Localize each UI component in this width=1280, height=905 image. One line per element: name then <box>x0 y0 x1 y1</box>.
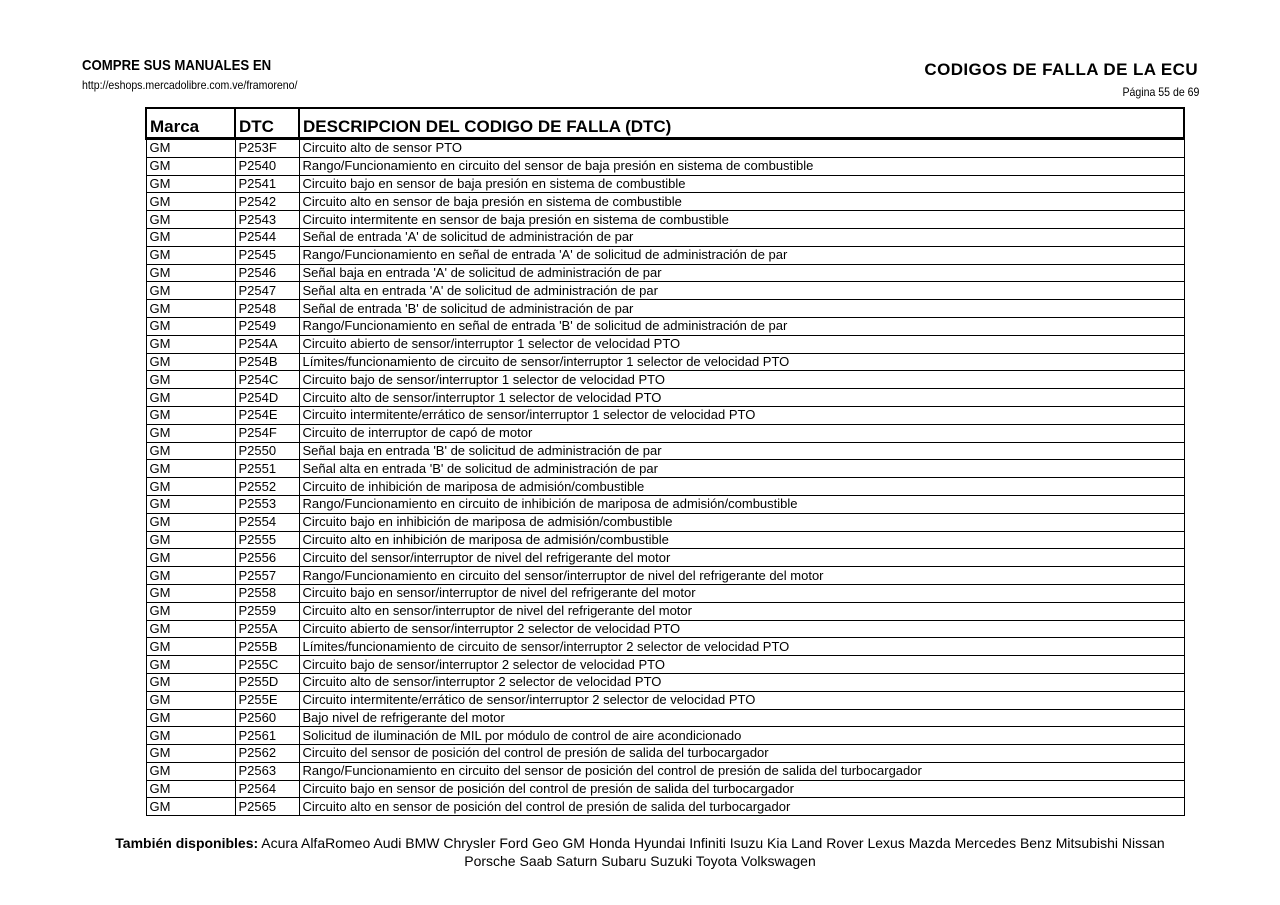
cell-dtc: P2564 <box>235 780 299 798</box>
cell-descripcion: Circuito intermitente en sensor de baja presión en sistema de combustible <box>299 211 1184 229</box>
cell-descripcion: Circuito intermitente/errático de sensor/interruptor 1 selector de velocidad PTO <box>299 406 1184 424</box>
cell-descripcion: Circuito del sensor de posición del control de presión de salida del turbocargador <box>299 745 1184 763</box>
cell-marca: GM <box>146 211 235 229</box>
header-left-title: COMPRE SUS MANUALES EN <box>82 57 272 74</box>
table-body <box>146 139 1184 816</box>
table-row <box>146 371 1184 389</box>
cell-descripcion: Circuito bajo en sensor/interruptor de nivel del refrigerante del motor <box>299 584 1184 602</box>
cell-dtc: P255D <box>235 673 299 691</box>
cell-descripcion: Circuito bajo de sensor/interruptor 1 selector de velocidad PTO <box>299 371 1184 389</box>
cell-descripcion: Circuito de inhibición de mariposa de admisión/combustible <box>299 478 1184 496</box>
cell-marca: GM <box>146 228 235 246</box>
cell-marca: GM <box>146 478 235 496</box>
cell-dtc: P253F <box>235 139 299 158</box>
cell-marca: GM <box>146 406 235 424</box>
cell-descripcion: Circuito de interruptor de capó de motor <box>299 424 1184 442</box>
cell-marca: GM <box>146 727 235 745</box>
cell-marca: GM <box>146 389 235 407</box>
cell-descripcion: Circuito bajo en inhibición de mariposa de admisión/combustible <box>299 513 1184 531</box>
cell-descripcion: Circuito del sensor/interruptor de nivel del refrigerante del motor <box>299 549 1184 567</box>
cell-dtc: P2545 <box>235 246 299 264</box>
cell-descripcion: Circuito alto en sensor de posición del control de presión de salida del turbocargador <box>299 798 1184 816</box>
table-row <box>146 246 1184 264</box>
table-row <box>146 353 1184 371</box>
cell-marca: GM <box>146 246 235 264</box>
cell-marca: GM <box>146 139 235 158</box>
table-row <box>146 139 1184 158</box>
cell-dtc: P2549 <box>235 317 299 335</box>
table-row <box>146 211 1184 229</box>
cell-descripcion: Circuito abierto de sensor/interruptor 2 selector de velocidad PTO <box>299 620 1184 638</box>
cell-descripcion: Señal de entrada 'B' de solicitud de administración de par <box>299 300 1184 318</box>
cell-marca: GM <box>146 798 235 816</box>
cell-descripcion: Circuito alto de sensor/interruptor 2 selector de velocidad PTO <box>299 673 1184 691</box>
cell-dtc: P2559 <box>235 602 299 620</box>
table-row <box>146 780 1184 798</box>
cell-marca: GM <box>146 371 235 389</box>
cell-descripcion: Circuito alto en inhibición de mariposa de admisión/combustible <box>299 531 1184 549</box>
cell-marca: GM <box>146 638 235 656</box>
cell-descripcion: Rango/Funcionamiento en señal de entrada 'A' de solicitud de administración de par <box>299 246 1184 264</box>
footer-brands-2: Porsche Saab Saturn Subaru Suzuki Toyota Volkswagen <box>464 853 816 869</box>
cell-descripcion: Rango/Funcionamiento en señal de entrada 'B' de solicitud de administración de par <box>299 317 1184 335</box>
cell-descripcion: Rango/Funcionamiento en circuito de inhibición de mariposa de admisión/combustible <box>299 495 1184 513</box>
table-row <box>146 638 1184 656</box>
cell-marca: GM <box>146 282 235 300</box>
table-row <box>146 798 1184 816</box>
column-header-marca: Marca <box>146 108 235 139</box>
cell-dtc: P255A <box>235 620 299 638</box>
table-row <box>146 584 1184 602</box>
cell-descripcion: Bajo nivel de refrigerante del motor <box>299 709 1184 727</box>
table-row <box>146 335 1184 353</box>
cell-dtc: P2542 <box>235 193 299 211</box>
table-row <box>146 531 1184 549</box>
cell-dtc: P2562 <box>235 745 299 763</box>
cell-dtc: P2551 <box>235 460 299 478</box>
table-row <box>146 673 1184 691</box>
cell-descripcion: Rango/Funcionamiento en circuito del sensor/interruptor de nivel del refrigerante del motor <box>299 567 1184 585</box>
cell-marca: GM <box>146 656 235 674</box>
cell-dtc: P2560 <box>235 709 299 727</box>
cell-marca: GM <box>146 584 235 602</box>
cell-marca: GM <box>146 745 235 763</box>
table-header-row <box>146 108 1184 139</box>
cell-dtc: P2544 <box>235 228 299 246</box>
table-row <box>146 460 1184 478</box>
footer-line-1 <box>0 834 1280 852</box>
table-row <box>146 175 1184 193</box>
table-row <box>146 620 1184 638</box>
cell-marca: GM <box>146 620 235 638</box>
cell-dtc: P254C <box>235 371 299 389</box>
table-row <box>146 264 1184 282</box>
table-row <box>146 478 1184 496</box>
cell-descripcion: Circuito bajo en sensor de posición del control de presión de salida del turbocargador <box>299 780 1184 798</box>
table-row <box>146 691 1184 709</box>
table-row <box>146 513 1184 531</box>
table-row <box>146 602 1184 620</box>
cell-dtc: P2565 <box>235 798 299 816</box>
cell-dtc: P2561 <box>235 727 299 745</box>
document-title: CODIGOS DE FALLA DE LA ECU <box>924 60 1198 79</box>
cell-dtc: P2540 <box>235 157 299 175</box>
cell-marca: GM <box>146 264 235 282</box>
cell-descripcion: Señal alta en entrada 'B' de solicitud de administración de par <box>299 460 1184 478</box>
cell-descripcion: Circuito bajo de sensor/interruptor 2 selector de velocidad PTO <box>299 656 1184 674</box>
cell-descripcion: Señal de entrada 'A' de solicitud de administración de par <box>299 228 1184 246</box>
footer <box>0 834 1280 870</box>
column-header-descripcion: DESCRIPCION DEL CODIGO DE FALLA (DTC) <box>299 108 1184 139</box>
table-row <box>146 762 1184 780</box>
cell-dtc: P255B <box>235 638 299 656</box>
cell-descripcion: Límites/funcionamiento de circuito de sensor/interruptor 2 selector de velocidad PTO <box>299 638 1184 656</box>
cell-dtc: P2547 <box>235 282 299 300</box>
cell-marca: GM <box>146 317 235 335</box>
cell-descripcion: Circuito alto de sensor PTO <box>299 139 1184 158</box>
table-row <box>146 709 1184 727</box>
cell-descripcion: Solicitud de iluminación de MIL por módulo de control de aire acondicionado <box>299 727 1184 745</box>
table-row <box>146 567 1184 585</box>
table-row <box>146 300 1184 318</box>
cell-marca: GM <box>146 193 235 211</box>
cell-dtc: P2546 <box>235 264 299 282</box>
cell-descripcion: Circuito alto de sensor/interruptor 1 selector de velocidad PTO <box>299 389 1184 407</box>
footer-brands-1: Acura AlfaRomeo Audi BMW Chrysler Ford Geo GM Honda Hyundai Infiniti Isuzu Kia Land Rover Lexus Mazda Mercedes Benz Mitsubishi Nissan <box>261 835 1165 851</box>
cell-marca: GM <box>146 157 235 175</box>
cell-marca: GM <box>146 549 235 567</box>
cell-marca: GM <box>146 442 235 460</box>
cell-marca: GM <box>146 673 235 691</box>
column-header-dtc: DTC <box>235 108 299 139</box>
cell-dtc: P2552 <box>235 478 299 496</box>
cell-marca: GM <box>146 709 235 727</box>
cell-marca: GM <box>146 531 235 549</box>
cell-descripcion: Circuito alto en sensor/interruptor de nivel del refrigerante del motor <box>299 602 1184 620</box>
cell-dtc: P254D <box>235 389 299 407</box>
page-number: Página 55 de 69 <box>1122 85 1199 99</box>
table-row <box>146 442 1184 460</box>
cell-marca: GM <box>146 567 235 585</box>
cell-descripcion: Señal baja en entrada 'B' de solicitud de administración de par <box>299 442 1184 460</box>
cell-dtc: P2555 <box>235 531 299 549</box>
cell-marca: GM <box>146 602 235 620</box>
cell-marca: GM <box>146 513 235 531</box>
cell-marca: GM <box>146 424 235 442</box>
table-row <box>146 549 1184 567</box>
cell-descripcion: Rango/Funcionamiento en circuito del sensor de baja presión en sistema de combustible <box>299 157 1184 175</box>
cell-dtc: P2550 <box>235 442 299 460</box>
cell-marca: GM <box>146 495 235 513</box>
cell-descripcion: Circuito bajo en sensor de baja presión en sistema de combustible <box>299 175 1184 193</box>
cell-descripcion: Circuito intermitente/errático de sensor/interruptor 2 selector de velocidad PTO <box>299 691 1184 709</box>
cell-marca: GM <box>146 175 235 193</box>
cell-dtc: P254F <box>235 424 299 442</box>
table-row <box>146 389 1184 407</box>
cell-dtc: P2556 <box>235 549 299 567</box>
cell-marca: GM <box>146 691 235 709</box>
cell-marca: GM <box>146 300 235 318</box>
cell-marca: GM <box>146 460 235 478</box>
table-row <box>146 727 1184 745</box>
cell-descripcion: Circuito alto en sensor de baja presión en sistema de combustible <box>299 193 1184 211</box>
table-row <box>146 317 1184 335</box>
cell-dtc: P2554 <box>235 513 299 531</box>
cell-marca: GM <box>146 762 235 780</box>
table-row <box>146 424 1184 442</box>
footer-lead: También disponibles: <box>115 835 259 851</box>
table-row <box>146 228 1184 246</box>
table-row <box>146 282 1184 300</box>
cell-dtc: P254E <box>235 406 299 424</box>
cell-dtc: P255E <box>235 691 299 709</box>
table-row <box>146 495 1184 513</box>
header-store-url: http://eshops.mercadolibre.com.ve/framoreno/ <box>82 78 298 92</box>
cell-dtc: P2558 <box>235 584 299 602</box>
table-row <box>146 745 1184 763</box>
cell-dtc: P2553 <box>235 495 299 513</box>
cell-dtc: P2543 <box>235 211 299 229</box>
table-row <box>146 656 1184 674</box>
cell-marca: GM <box>146 780 235 798</box>
cell-descripcion: Señal alta en entrada 'A' de solicitud de administración de par <box>299 282 1184 300</box>
cell-dtc: P2548 <box>235 300 299 318</box>
dtc-table <box>145 107 1185 816</box>
table-row <box>146 193 1184 211</box>
cell-dtc: P2541 <box>235 175 299 193</box>
cell-dtc: P2557 <box>235 567 299 585</box>
cell-descripcion: Circuito abierto de sensor/interruptor 1 selector de velocidad PTO <box>299 335 1184 353</box>
cell-descripcion: Límites/funcionamiento de circuito de sensor/interruptor 1 selector de velocidad PTO <box>299 353 1184 371</box>
cell-dtc: P254B <box>235 353 299 371</box>
table-row <box>146 406 1184 424</box>
cell-descripcion: Rango/Funcionamiento en circuito del sensor de posición del control de presión de salida del turbocargador <box>299 762 1184 780</box>
cell-descripcion: Señal baja en entrada 'A' de solicitud de administración de par <box>299 264 1184 282</box>
table-row <box>146 157 1184 175</box>
cell-dtc: P254A <box>235 335 299 353</box>
cell-marca: GM <box>146 335 235 353</box>
cell-dtc: P255C <box>235 656 299 674</box>
cell-dtc: P2563 <box>235 762 299 780</box>
cell-marca: GM <box>146 353 235 371</box>
